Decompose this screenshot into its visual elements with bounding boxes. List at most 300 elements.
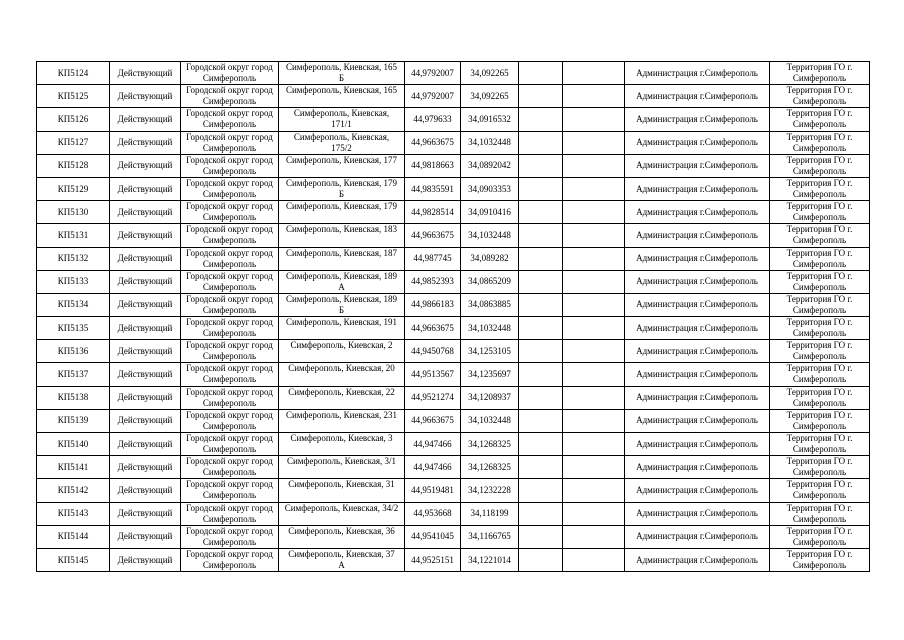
table-row	[37, 525, 870, 548]
owner-cell: Администрация г.Симферополь	[625, 409, 770, 432]
district-line-1: Городской округ город	[186, 433, 273, 443]
address-line-2: Б	[338, 73, 345, 83]
district-line-2: Симферополь	[202, 351, 257, 362]
status-cell: Действующий	[110, 502, 181, 525]
address-line-1: Симферополь, Киевская, 2	[290, 340, 393, 351]
longitude-cell: 34,1032448	[461, 317, 519, 340]
address-line-1: Симферополь, Киевская, 191	[285, 317, 397, 328]
territory-cell	[770, 247, 870, 270]
territory-cell	[770, 363, 870, 386]
longitude-cell: 34,1032448	[461, 409, 519, 432]
empty-cell	[563, 247, 625, 270]
address-line-2: 175/2	[331, 142, 352, 153]
empty-cell	[519, 293, 563, 316]
address-line-1: Симферополь, Киевская, 34/2	[284, 502, 399, 513]
empty-cell	[563, 270, 625, 293]
container-code-cell: КП5130	[37, 201, 110, 224]
district-line-1: Городской округ город	[186, 247, 273, 258]
district-line-1: Городской округ город	[186, 479, 273, 490]
district-line-2: Симферополь	[202, 165, 257, 176]
longitude-cell: 34,1235697	[461, 363, 519, 386]
district-line-1: Городской округ город	[186, 502, 273, 513]
territory-cell	[770, 456, 870, 479]
territory-line-1: Территория ГО г.	[786, 433, 853, 443]
latitude-cell: 44,9792007	[405, 85, 461, 108]
table-row	[37, 108, 870, 131]
territory-line-2: Симферополь	[792, 235, 847, 246]
address-line-1: Симферополь, Киевская, 189	[285, 270, 397, 281]
latitude-cell: 44,9513567	[405, 363, 461, 386]
address-cell	[279, 224, 405, 247]
container-code-cell: КП5128	[37, 154, 110, 177]
district-line-2: Симферополь	[202, 142, 257, 153]
territory-cell	[770, 548, 870, 571]
container-code-cell: КП5129	[37, 177, 110, 200]
address-line-1: Симферополь, Киевская, 189	[285, 293, 397, 304]
district-line-2: Симферополь	[202, 304, 257, 315]
table-row	[37, 201, 870, 224]
longitude-cell: 34,0903353	[461, 177, 519, 200]
latitude-cell: 44,9835591	[405, 177, 461, 200]
empty-cell	[519, 224, 563, 247]
empty-cell	[519, 456, 563, 479]
address-line-2: Б	[338, 304, 345, 315]
status-cell: Действующий	[110, 85, 181, 108]
address-line-1: Симферополь, Киевская, 165	[285, 62, 397, 72]
district-line-1: Городской округ город	[186, 108, 273, 119]
longitude-cell: 34,1032448	[461, 131, 519, 154]
district-line-1: Городской округ город	[186, 154, 273, 165]
district-cell	[181, 270, 279, 293]
owner-cell: Администрация г.Симферополь	[625, 154, 770, 177]
territory-line-2: Симферополь	[792, 444, 847, 454]
territory-line-2: Симферополь	[792, 119, 847, 130]
territory-line-1: Территория ГО г.	[786, 224, 853, 235]
owner-cell: Администрация г.Симферополь	[625, 502, 770, 525]
district-line-2: Симферополь	[202, 188, 257, 199]
district-line-1: Городской округ город	[186, 409, 273, 420]
empty-cell	[563, 479, 625, 502]
address-line-2: А	[338, 281, 345, 292]
empty-cell	[519, 409, 563, 432]
territory-cell	[770, 479, 870, 502]
status-cell: Действующий	[110, 154, 181, 177]
owner-cell: Администрация г.Симферополь	[625, 270, 770, 293]
address-cell	[279, 340, 405, 363]
status-cell: Действующий	[110, 479, 181, 502]
longitude-cell: 34,1232228	[461, 479, 519, 502]
container-code-cell: КП5135	[37, 317, 110, 340]
district-line-2: Симферополь	[202, 73, 257, 83]
empty-cell	[563, 409, 625, 432]
longitude-cell: 34,089282	[461, 247, 519, 270]
district-line-1: Городской округ город	[186, 85, 273, 96]
empty-cell	[563, 201, 625, 224]
status-cell: Действующий	[110, 131, 181, 154]
longitude-cell: 34,0865209	[461, 270, 519, 293]
territory-line-2: Симферополь	[792, 96, 847, 107]
owner-cell: Администрация г.Симферополь	[625, 108, 770, 131]
status-cell: Действующий	[110, 456, 181, 479]
territory-line-1: Территория ГО г.	[786, 363, 853, 374]
empty-cell	[563, 386, 625, 409]
address-cell	[279, 317, 405, 340]
address-line-1: Симферополь, Киевская, 31	[288, 479, 395, 490]
address-line-1: Симферополь, Киевская, 177	[285, 154, 397, 165]
empty-cell	[519, 502, 563, 525]
status-cell: Действующий	[110, 177, 181, 200]
address-line-1: Симферополь, Киевская, 37	[288, 548, 395, 559]
territory-line-2: Симферополь	[792, 212, 847, 223]
address-cell	[279, 201, 405, 224]
table-row	[37, 270, 870, 293]
table-row	[37, 456, 870, 479]
empty-cell	[519, 340, 563, 363]
district-line-1: Городской округ город	[186, 386, 273, 397]
district-line-2: Симферополь	[202, 374, 257, 385]
address-line-1: Симферополь, Киевская, 22	[288, 386, 395, 397]
owner-cell: Администрация г.Симферополь	[625, 548, 770, 571]
territory-line-1: Территория ГО г.	[786, 340, 853, 351]
owner-cell: Администрация г.Симферополь	[625, 456, 770, 479]
status-cell: Действующий	[110, 548, 181, 571]
district-line-2: Симферополь	[202, 467, 257, 478]
registry-table-body	[37, 62, 870, 572]
territory-line-1: Территория ГО г.	[786, 293, 853, 304]
owner-cell: Администрация г.Симферополь	[625, 85, 770, 108]
longitude-cell: 34,118199	[461, 502, 519, 525]
address-cell	[279, 247, 405, 270]
table-row	[37, 62, 870, 85]
territory-line-2: Симферополь	[792, 328, 847, 339]
district-line-2: Симферополь	[202, 119, 257, 130]
owner-cell: Администрация г.Симферополь	[625, 247, 770, 270]
territory-line-1: Территория ГО г.	[786, 247, 853, 258]
district-line-1: Городской округ город	[186, 270, 273, 281]
table-row	[37, 433, 870, 456]
latitude-cell: 44,979633	[405, 108, 461, 131]
territory-line-1: Территория ГО г.	[786, 62, 853, 72]
district-line-2: Симферополь	[202, 328, 257, 339]
latitude-cell: 44,9521274	[405, 386, 461, 409]
container-code-cell: КП5144	[37, 525, 110, 548]
territory-line-1: Территория ГО г.	[786, 108, 853, 119]
status-cell: Действующий	[110, 247, 181, 270]
territory-cell	[770, 525, 870, 548]
longitude-cell: 34,1268325	[461, 433, 519, 456]
territory-cell	[770, 502, 870, 525]
latitude-cell: 44,9866183	[405, 293, 461, 316]
empty-cell	[563, 108, 625, 131]
table-row	[37, 131, 870, 154]
table-row	[37, 85, 870, 108]
container-code-cell: КП5141	[37, 456, 110, 479]
territory-line-1: Территория ГО г.	[786, 386, 853, 397]
latitude-cell: 44,9525151	[405, 548, 461, 571]
territory-cell	[770, 270, 870, 293]
table-row	[37, 177, 870, 200]
district-line-2: Симферополь	[202, 536, 257, 547]
owner-cell: Администрация г.Симферополь	[625, 293, 770, 316]
owner-cell: Администрация г.Симферополь	[625, 479, 770, 502]
empty-cell	[519, 548, 563, 571]
district-cell	[181, 293, 279, 316]
empty-cell	[563, 525, 625, 548]
latitude-cell: 44,947466	[405, 433, 461, 456]
latitude-cell: 44,953668	[405, 502, 461, 525]
address-cell	[279, 548, 405, 571]
empty-cell	[519, 62, 563, 85]
status-cell: Действующий	[110, 108, 181, 131]
territory-line-1: Территория ГО г.	[786, 154, 853, 165]
territory-cell	[770, 340, 870, 363]
longitude-cell: 34,1208937	[461, 386, 519, 409]
district-line-2: Симферополь	[202, 397, 257, 408]
latitude-cell: 44,9818663	[405, 154, 461, 177]
longitude-cell: 34,092265	[461, 62, 519, 85]
longitude-cell: 34,0910416	[461, 201, 519, 224]
container-code-cell: КП5138	[37, 386, 110, 409]
district-line-1: Городской округ город	[186, 525, 273, 536]
empty-cell	[519, 154, 563, 177]
container-code-cell: КП5133	[37, 270, 110, 293]
container-code-cell: КП5139	[37, 409, 110, 432]
latitude-cell: 44,9852393	[405, 270, 461, 293]
latitude-cell: 44,9828514	[405, 201, 461, 224]
territory-line-2: Симферополь	[792, 142, 847, 153]
empty-cell	[563, 293, 625, 316]
territory-cell	[770, 409, 870, 432]
address-cell	[279, 479, 405, 502]
status-cell: Действующий	[110, 433, 181, 456]
latitude-cell: 44,947466	[405, 456, 461, 479]
table-row	[37, 293, 870, 316]
container-code-cell: КП5137	[37, 363, 110, 386]
address-line-2: 171/1	[331, 119, 352, 130]
empty-cell	[519, 433, 563, 456]
district-line-1: Городской округ город	[186, 224, 273, 235]
district-cell	[181, 108, 279, 131]
territory-line-1: Территория ГО г.	[786, 502, 853, 513]
district-line-2: Симферополь	[202, 235, 257, 246]
table-row	[37, 548, 870, 571]
container-code-cell: КП5143	[37, 502, 110, 525]
territory-line-2: Симферополь	[792, 188, 847, 199]
territory-cell	[770, 201, 870, 224]
table-row	[37, 502, 870, 525]
empty-cell	[519, 386, 563, 409]
address-cell	[279, 62, 405, 85]
address-cell	[279, 433, 405, 456]
address-line-1: Симферополь, Киевская, 179	[285, 177, 397, 188]
district-line-1: Городской округ город	[186, 131, 273, 142]
territory-line-2: Симферополь	[792, 513, 847, 524]
district-cell	[181, 224, 279, 247]
latitude-cell: 44,9792007	[405, 62, 461, 85]
territory-line-2: Симферополь	[792, 351, 847, 362]
longitude-cell: 34,1221014	[461, 548, 519, 571]
address-cell	[279, 456, 405, 479]
territory-line-1: Территория ГО г.	[786, 456, 853, 467]
district-cell	[181, 62, 279, 85]
owner-cell: Администрация г.Симферополь	[625, 201, 770, 224]
address-cell	[279, 85, 405, 108]
territory-cell	[770, 293, 870, 316]
empty-cell	[563, 456, 625, 479]
address-cell	[279, 409, 405, 432]
container-code-cell: КП5126	[37, 108, 110, 131]
latitude-cell: 44,9663675	[405, 317, 461, 340]
owner-cell: Администрация г.Симферополь	[625, 131, 770, 154]
empty-cell	[563, 433, 625, 456]
latitude-cell: 44,9450768	[405, 340, 461, 363]
container-code-cell: КП5145	[37, 548, 110, 571]
empty-cell	[519, 177, 563, 200]
district-cell	[181, 456, 279, 479]
district-cell	[181, 548, 279, 571]
district-cell	[181, 317, 279, 340]
address-line-1: Симферополь, Киевская, 3	[290, 433, 393, 443]
district-cell	[181, 409, 279, 432]
table-row	[37, 247, 870, 270]
territory-line-2: Симферополь	[792, 258, 847, 269]
district-cell	[181, 340, 279, 363]
district-cell	[181, 85, 279, 108]
owner-cell: Администрация г.Симферополь	[625, 224, 770, 247]
territory-line-2: Симферополь	[792, 467, 847, 478]
territory-line-2: Симферополь	[792, 536, 847, 547]
territory-cell	[770, 154, 870, 177]
district-cell	[181, 363, 279, 386]
district-cell	[181, 177, 279, 200]
status-cell: Действующий	[110, 363, 181, 386]
territory-line-1: Территория ГО г.	[786, 201, 853, 212]
table-row	[37, 317, 870, 340]
territory-line-2: Симферополь	[792, 397, 847, 408]
address-cell	[279, 131, 405, 154]
latitude-cell: 44,987745	[405, 247, 461, 270]
address-line-1: Симферополь, Киевская, 165	[285, 85, 397, 96]
table-row	[37, 363, 870, 386]
district-line-2: Симферополь	[202, 212, 257, 223]
empty-cell	[563, 224, 625, 247]
territory-cell	[770, 131, 870, 154]
empty-cell	[519, 201, 563, 224]
district-cell	[181, 386, 279, 409]
longitude-cell: 34,0916532	[461, 108, 519, 131]
owner-cell: Администрация г.Симферополь	[625, 433, 770, 456]
district-cell	[181, 154, 279, 177]
latitude-cell: 44,9663675	[405, 131, 461, 154]
district-line-2: Симферополь	[202, 559, 257, 570]
territory-line-1: Территория ГО г.	[786, 131, 853, 142]
status-cell: Действующий	[110, 525, 181, 548]
address-line-2: Б	[338, 188, 345, 199]
status-cell: Действующий	[110, 386, 181, 409]
address-line-1: Симферополь, Киевская, 36	[288, 525, 395, 536]
district-line-1: Городской округ город	[186, 548, 273, 559]
territory-cell	[770, 317, 870, 340]
district-cell	[181, 502, 279, 525]
address-line-1: Симферополь, Киевская, 179	[285, 201, 397, 212]
territory-cell	[770, 433, 870, 456]
territory-line-2: Симферополь	[792, 374, 847, 385]
registry-table	[36, 61, 870, 572]
territory-cell	[770, 386, 870, 409]
document-page	[36, 61, 869, 572]
district-line-1: Городской округ город	[186, 201, 273, 212]
latitude-cell: 44,9663675	[405, 409, 461, 432]
district-line-2: Симферополь	[202, 281, 257, 292]
address-cell	[279, 293, 405, 316]
territory-line-2: Симферополь	[792, 165, 847, 176]
address-cell	[279, 525, 405, 548]
territory-cell	[770, 85, 870, 108]
district-cell	[181, 201, 279, 224]
district-cell	[181, 247, 279, 270]
owner-cell: Администрация г.Симферополь	[625, 177, 770, 200]
longitude-cell: 34,092265	[461, 85, 519, 108]
status-cell: Действующий	[110, 224, 181, 247]
territory-cell	[770, 62, 870, 85]
territory-line-2: Симферополь	[792, 304, 847, 315]
container-code-cell: КП5127	[37, 131, 110, 154]
table-row	[37, 479, 870, 502]
territory-line-1: Территория ГО г.	[786, 525, 853, 536]
empty-cell	[519, 131, 563, 154]
address-cell	[279, 363, 405, 386]
address-cell	[279, 386, 405, 409]
address-line-1: Симферополь, Киевская,	[293, 108, 390, 119]
empty-cell	[563, 177, 625, 200]
address-line-1: Симферополь, Киевская, 231	[285, 409, 397, 420]
latitude-cell: 44,9541045	[405, 525, 461, 548]
empty-cell	[563, 363, 625, 386]
address-cell	[279, 177, 405, 200]
status-cell: Действующий	[110, 317, 181, 340]
territory-line-1: Территория ГО г.	[786, 479, 853, 490]
owner-cell: Администрация г.Симферополь	[625, 340, 770, 363]
empty-cell	[519, 525, 563, 548]
territory-cell	[770, 108, 870, 131]
empty-cell	[519, 479, 563, 502]
district-line-1: Городской округ город	[186, 317, 273, 328]
territory-line-2: Симферополь	[792, 73, 847, 83]
district-cell	[181, 131, 279, 154]
address-cell	[279, 154, 405, 177]
district-line-1: Городской округ город	[186, 293, 273, 304]
empty-cell	[563, 62, 625, 85]
owner-cell: Администрация г.Симферополь	[625, 363, 770, 386]
container-code-cell: КП5124	[37, 62, 110, 85]
address-cell	[279, 108, 405, 131]
container-code-cell: КП5132	[37, 247, 110, 270]
district-line-1: Городской округ город	[186, 363, 273, 374]
territory-line-1: Территория ГО г.	[786, 548, 853, 559]
status-cell: Действующий	[110, 201, 181, 224]
territory-cell	[770, 224, 870, 247]
longitude-cell: 34,1032448	[461, 224, 519, 247]
territory-line-1: Территория ГО г.	[786, 409, 853, 420]
empty-cell	[563, 131, 625, 154]
empty-cell	[563, 502, 625, 525]
longitude-cell: 34,0863885	[461, 293, 519, 316]
status-cell: Действующий	[110, 270, 181, 293]
territory-line-2: Симферополь	[792, 490, 847, 501]
address-cell	[279, 270, 405, 293]
district-line-1: Городской округ город	[186, 340, 273, 351]
table-row	[37, 340, 870, 363]
